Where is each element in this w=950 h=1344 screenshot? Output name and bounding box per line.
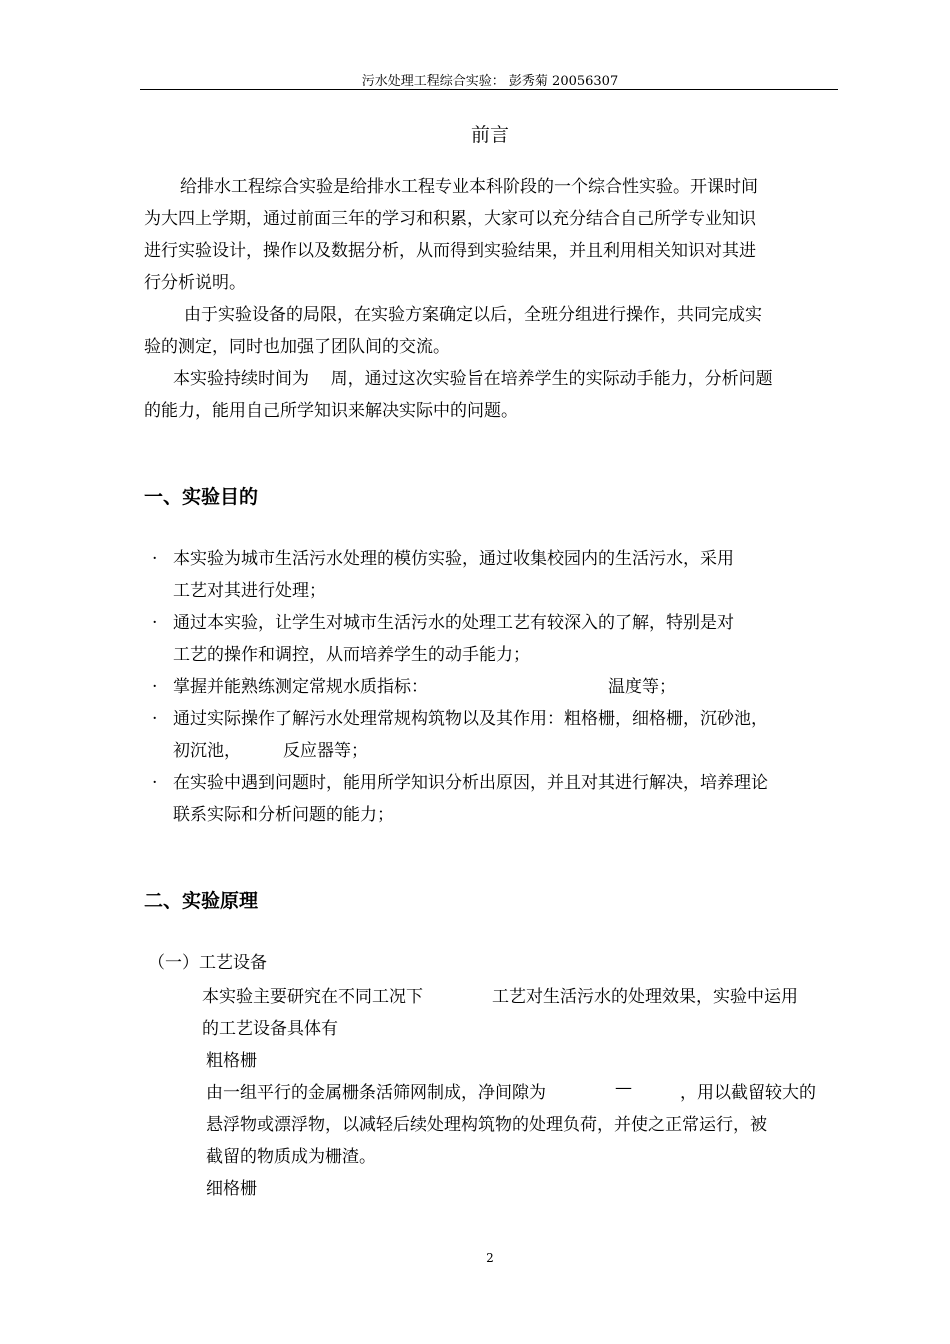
preface-p1-line4: 行分析说明。 [144, 273, 246, 293]
list-item-2-line1: 通过本实验，让学生对城市生活污水的处理工艺有较深入的了解，特别是对 [173, 613, 734, 633]
subsection-title: （一）工艺设备 [148, 953, 267, 973]
page-number: 2 [486, 1251, 494, 1265]
list-item-5-line1: 在实验中遇到问题时，能用所学知识分析出原因，并且对其进行解决，培养理论 [173, 773, 768, 793]
list-item-1-line2: 工艺对其进行处理； [173, 581, 326, 601]
equipment-intro-line1-tail: 工艺对生活污水的处理效果，实验中运用 [492, 987, 798, 1007]
coarse-screen-title: 粗格栅 [206, 1051, 257, 1071]
list-item-1-line1: 本实验为城市生活污水处理的模仿实验，通过收集校园内的生活污水，采用 [173, 549, 734, 569]
list-item-3-line1-tail: 温度等； [608, 677, 676, 697]
coarse-screen-dash: — [615, 1078, 632, 1098]
list-marker: . [152, 672, 158, 692]
list-marker: . [152, 608, 158, 628]
section1-heading: 一、实验目的 [144, 486, 259, 508]
list-item-5-line2: 联系实际和分析问题的能力； [173, 805, 394, 825]
coarse-screen-line1: 由一组平行的金属栅条活筛网制成，净间隙为 [206, 1083, 546, 1103]
list-item-4-line2: 初沉池， [173, 741, 241, 761]
list-item-2-line2: 工艺的操作和调控，从而培养学生的动手能力； [173, 645, 530, 665]
preface-p2-line1: 由于实验设备的局限，在实验方案确定以后，全班分组进行操作，共同完成实 [184, 305, 762, 325]
coarse-screen-line2: 悬浮物或漂浮物，以减轻后续处理构筑物的处理负荷，并使之正常运行，被 [206, 1115, 767, 1135]
fine-screen-title: 细格栅 [206, 1179, 257, 1199]
equipment-intro-line2: 的工艺设备具体有 [202, 1019, 338, 1039]
preface-p2-line2: 验的测定，同时也加强了团队间的交流。 [144, 337, 450, 357]
equipment-intro-line1: 本实验主要研究在不同工况下 [202, 987, 423, 1007]
header-rule [140, 89, 838, 90]
section2-heading: 二、实验原理 [144, 890, 259, 912]
preface-p1-line2: 为大四上学期，通过前面三年的学习和积累，大家可以充分结合自己所学专业知识 [144, 209, 756, 229]
preface-p3-line2: 的能力，能用自己所学知识来解决实际中的问题。 [144, 401, 518, 421]
list-item-4-line1: 通过实际操作了解污水处理常规构筑物以及其作用：粗格栅，细格栅，沉砂池， [173, 709, 768, 729]
list-marker: . [152, 704, 158, 724]
coarse-screen-line1-tail: ，用以截留较大的 [680, 1083, 816, 1103]
coarse-screen-line3: 截留的物质成为栅渣。 [206, 1147, 376, 1167]
list-marker: . [152, 544, 158, 564]
running-header: 污水处理工程综合实验： 彭秀菊 20056307 [361, 74, 619, 89]
list-item-3-line1: 掌握并能熟练测定常规水质指标： [173, 677, 428, 697]
list-item-4-line2-tail: 反应器等； [283, 741, 368, 761]
preface-p1-line3: 进行实验设计，操作以及数据分析，从而得到实验结果，并且利用相关知识对其进 [144, 241, 756, 261]
list-marker: . [152, 768, 158, 788]
preface-p3-line1: 本实验持续时间为 周，通过这次实验旨在培养学生的实际动手能力，分析问题 [173, 369, 773, 389]
preface-p1-line1: 给排水工程综合实验是给排水工程专业本科阶段的一个综合性实验。开课时间 [180, 177, 758, 197]
preface-title: 前言 [470, 124, 509, 146]
